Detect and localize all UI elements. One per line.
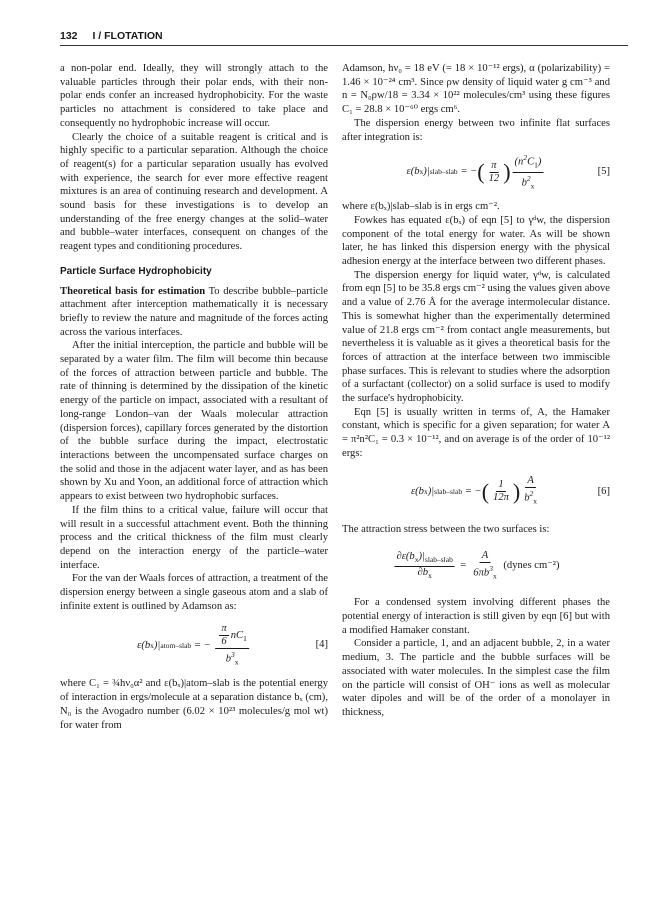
equation-number: [4] [315,639,328,651]
paragraph: For the van der Waals forces of attraction, a treatment of the dispersion energy between a single gaseous atom and a slab of infinite extent is outlined by Adamson as: [60,573,328,612]
paragraph: The dispersion energy between two infinite flat surfaces after integration is: [342,117,610,143]
paragraph: For a condensed system involving different phases the potential energy of interaction is still given by eqn [6] but with a modified Hamaker constant. [342,597,610,636]
running-title: I / FLOTATION [92,30,163,42]
equation-4: ε( b x )| atom–slab = − $\frac{\pi}{6}$ $nC_1$ $b^3_x$ [4] [137,622,328,667]
paragraph: Eqn [5] is usually written in terms of, A, the Hamaker constant, which is specific for a given separation; for water A = π²n²C₁ = 0.3 × 10⁻¹², and on average is of the order of 10⁻¹² ergs: [342,406,610,459]
right-column [342,62,610,720]
left-column [60,62,328,732]
paragraph: Consider a particle, 1, and an adjacent bubble, 2, in a water medium, 3. The particle and the bubble surfaces will be associated with water molecules. In the simplest case the film on the particle will consist of OH⁻ ions as well as molecular water dipoles and will be of the order of a monolayer in thickness, [342,638,610,718]
paragraph: After the initial interception, the particle and bubble will be separated by a water film. The film will become thin because of the forces of attraction between particle and bubble. The rate of thinning is determined by the dissipation of the kinetic energy of the particle on impact, associated with a resultant of long-range London–van der Waals molecular attraction (dispersion forces), capillary forces generated by the distortion of the bubble surface during the impact, electrostatic interactions between the uncompensated surface charges on the solid and those in the adjacent water layer, and as has been shown by Xu and Yoon, an additional force of attraction which appears to exist between two hydrophobic surfaces. [60,340,328,503]
equation-5: ε(b x )| slab–slab = − ( $\frac{\pi}{12}$ ) $\frac{(n^2C_1)}{b^2_x}$ [5] [406,153,610,191]
paragraph: If the film thins to a critical value, failure will occur that will result in a successful attachment event. Both the thinning process and the critical thickness of the film must clearly depend on the interaction energy of the particle–water interface. [60,504,328,571]
equation-6: ε(b x )| slab–slab = − ( $\frac{1}{12\pi}$ ) $\frac{A}{b^2_x}$ [6] [410,475,610,506]
page-number: 132 [60,30,78,42]
paragraph: where ε(bₓ)|slab–slab is in ergs cm⁻². [342,201,500,213]
paragraph: The attraction stress between the two surfaces is: [342,523,550,535]
paragraph: a non-polar end. Ideally, they will strongly attach to the valuable particles through their polar ends, with their non-polar ends confer an increased hydrophobicity. For the waste particles no attachment is considered to take place and consequently no hydrophobic increase will occur. [60,63,328,129]
equation-units: (dynes cm⁻²) [503,560,560,572]
paragraph: The dispersion energy for liquid water, γᵈw, is calculated from eqn [5] to be 35.8 ergs cm⁻² using the values given above and a value of 2.76 Å for the average intermolecular distance. This is somewhat higher than the experimentally determined value of 21.8 ergs cm⁻² from contact angle measurements, but nevertheless it is valuable as it gives a theoretical basis for the forces of attraction at the interface between two immiscible phase surfaces. This is relevant to studies where the adsorption of a surfactant (collector) on a solid surface is used to modify the surface's hydrophobicity. [342,269,610,405]
paragraph: Adamson, hν₀ = 18 eV (= 18 × 10⁻¹² ergs), α (polarizability) = 1.46 × 10⁻²⁴ cm³. Since ρw density of liquid water g cm⁻³ and n = N₀ρw/18 = 3.34 × 10²² molecules/cm³ using these figures C₁ = 28.8 × 10⁻⁶⁰ ergs cm⁶. [342,63,610,116]
paragraph: Fowkes has equated ε(bₓ) of eqn [5] to γᵈw, the dispersion component of the total energy for water. As will be shown later, he has linked this dispersion energy with the physical adhesion energy at the interface between two different phases. [342,214,610,268]
paragraph [60,285,328,340]
section-heading: Particle Surface Hydrophobicity [60,265,212,277]
paragraph-text: To describe bubble–particle attachment after interception mathematically it is necessary briefly to review the nature and magnitude of the forces acting across the various interfaces. [60,285,328,338]
paragraph: where C₁ = ¾hν₀α² and ε(bₓ)|atom–slab is the potential energy of interaction in ergs/molecule at a separation distance bₓ (cm), N₀ is the Avogadro number (6.02 × 10²³ molecules/g mol wt) for water from [60,678,328,731]
run-in-heading: Theoretical basis for estimation [60,285,206,297]
equation-7: $\frac{\partial\varepsilon(b_x)|_{slab-slab}}{\partial b_x}$ = $\frac{A}{6\pi b^3_x}$ (dynes cm⁻²) [396,549,560,581]
running-header [60,30,628,46]
equation-number: [5] [597,166,610,178]
paragraph: Clearly the choice of a suitable reagent is critical and is highly specific to a particular separation. Although the choice of reagent(s) for a particular separation usually has evolved with experience, the search for ever more effective reagent mixtures is an area of continuing research and development. A sound basis for these investigations is to develop an understanding of the free energy changes at the solid–water and bubble–water interfaces, consequent on changes of the reagent types and conditioning procedures. [60,131,328,253]
equation-number: [6] [597,485,610,497]
